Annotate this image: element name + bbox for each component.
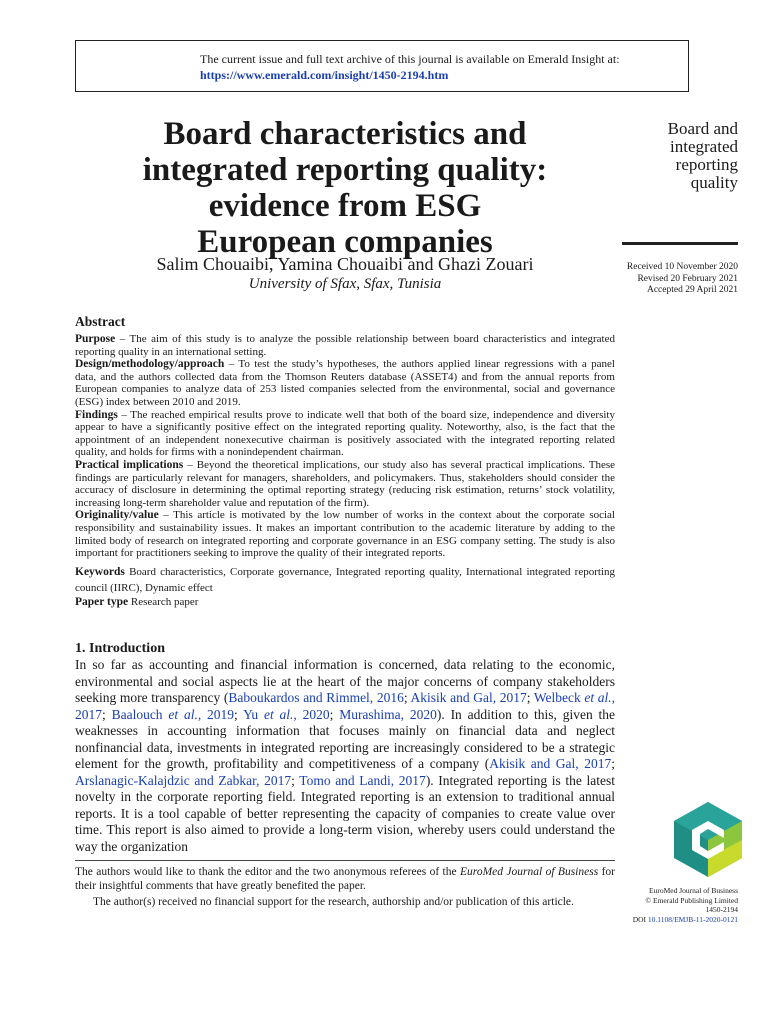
doi-link[interactable]: 10.1108/EMJB-11-2020-0121 — [647, 914, 738, 924]
citation-link[interactable]: Murashima, 2020 — [339, 706, 437, 722]
footnote-section — [75, 865, 615, 909]
keywords — [75, 564, 615, 596]
title-line: integrated reporting quality: — [142, 152, 548, 188]
funding-note: The author(s) received no financial support for the research, authorship and/or publication of this article. — [93, 896, 574, 908]
findings-text: – The reached empirical results prove to indicate well that both of the board size, independence and diversity appear to have a significantly positive effect on the integrated reporting quality. Noteworthy, also, is the fact that the appointment of an independent nonexecutive chairman is positively associated with the integrated reporting related quality, and holds for firms with a nonindependent chairman. — [75, 408, 615, 459]
design-text: – To test the study’s hypotheses, the authors applied linear regressions with a panel data, and the authors collected data from the Thomson Reuters database (ASSET4) and from the annual reports from European companies to analyze data of 253 listed companies selected from the environmental, social and governance (ESG) index between 2010 and 2019. — [75, 358, 615, 408]
citation-author: Baalouch — [111, 706, 169, 722]
body-text: ). Integrated reporting is the latest novelty in the corporate reporting field. Integrated reporting is an extension to traditional annual reports. It is a tool capable of better representing the capacity of companies to create value over time. This report is also aimed to provide a long-term vision, whereby users could understand the way the organization — [75, 772, 615, 854]
running-title — [598, 120, 738, 192]
citation-etal: et al. — [168, 706, 198, 722]
citation-etal: et al. — [584, 690, 612, 705]
citation-link[interactable] — [243, 707, 329, 722]
accepted-date: Accepted 29 April 2021 — [646, 285, 738, 295]
introduction-paragraph: In so far as accounting and financial information is concerned, data relating to the economic, environmental and social aspects lie at the heart of the major concerns of company stakeholders seeking more transparency (Baboukardos and Rimmel, 2016; Akisik and Gal, 2017; Welbeck et al., 2017; Baalouch et al., 2019; Yu et al., 2020; Murashima, 2020). In addition to this, given the weaknesses in accounting information that focuses mainly on financial data and neglect nonfinancial data, investments in integrated reporting are increasingly considered to be a strategic element for the growth, profitability and competitiveness of a company (Akisik and Gal, 2017; Arslanagic-Kalajdzic and Zabkar, 2017; Tomo and Landi, 2017). Integrated reporting is the latest novelty in the corporate reporting field. Integrated reporting is an extension to traditional annual reports. It is a tool capable of better representing the capacity of companies to create value over time. This report is also aimed to provide a long-term vision, whereby users could understand the way the organization — [75, 657, 616, 854]
citation-link[interactable]: Tomo and Landi, 2017 — [299, 772, 426, 788]
abstract-practical — [75, 459, 615, 509]
citation-link[interactable]: Arslanagic-Kalajdzic and Zabkar, 2017 — [75, 772, 292, 788]
journal-copyright: © Emerald Publishing Limited — [645, 895, 738, 905]
acknowledgement-note — [75, 865, 615, 893]
citation-author: Welbeck — [533, 690, 585, 705]
running-title-line: Board and — [667, 119, 738, 138]
journal-notice-box — [75, 40, 689, 92]
journal-doi — [588, 915, 738, 925]
journal-name: EuroMed Journal of Business — [649, 886, 738, 895]
journal-name-italic: EuroMed Journal of Business — [460, 866, 599, 878]
paper-type-text: Research paper — [128, 595, 199, 608]
revised-date: Revised 20 February 2021 — [637, 273, 738, 284]
title-line: European companies — [197, 224, 493, 260]
citation-year: , 2017 — [75, 690, 615, 722]
purpose-label: Purpose — [75, 333, 116, 345]
running-title-line: reporting — [675, 155, 738, 174]
note-text: for their insightful comments that have greatly benefited the paper. — [75, 866, 615, 892]
originality-label: Originality/value — [75, 509, 159, 522]
abstract-section — [75, 314, 615, 608]
citation-link[interactable]: Baboukardos and Rimmel, 2016 — [228, 690, 404, 705]
findings-label: Findings — [75, 408, 118, 421]
citation-year: , 2020 — [293, 706, 330, 722]
citation-link[interactable]: Akisik and Gal, 2017 — [489, 756, 612, 771]
purpose-text: – The aim of this study is to analyze the possible relationship between board characteristics and integrated reporting quality in an international setting. — [75, 333, 615, 358]
abstract-originality — [75, 509, 615, 559]
note-text: The authors would like to thank the editor and the two anonymous referees of the — [75, 866, 460, 878]
title-line: Board characteristics and — [163, 116, 527, 152]
keywords-label: Keywords — [75, 565, 125, 578]
author-list: Salim Chouaibi, Yamina Chouaibi and Ghazi Zouari — [156, 254, 534, 274]
running-title-line: quality — [690, 173, 738, 192]
doi-label: DOI — [632, 914, 648, 924]
introduction-heading: 1. Introduction — [75, 641, 165, 656]
title-line: evidence from ESG — [208, 188, 482, 224]
running-title-line: integrated — [670, 137, 738, 156]
body-text: In so far as accounting and financial information is concerned, data relating to the economic, environmental and social aspects lie at the heart of the major concerns of company stakeholders seeking more transparency ( — [75, 657, 615, 705]
paper-type-label: Paper type — [75, 595, 129, 608]
journal-issn: 1450-2194 — [705, 905, 738, 914]
abstract-purpose — [75, 333, 615, 358]
received-date: Received 10 November 2020 — [626, 262, 738, 272]
article-title — [75, 116, 615, 260]
emerald-logo-icon — [672, 800, 744, 878]
body-text: ). In addition to this, given the weaknesses in accounting information that focuses mainly on financial data and neglect nonfinancial data, investments in integrated reporting are increasingly considered to be a strategic element for the growth, profitability and competitiveness of a company ( — [75, 706, 616, 771]
abstract-findings — [75, 409, 615, 459]
abstract-design — [75, 358, 615, 408]
citation-etal: et al. — [263, 706, 294, 722]
article-history — [588, 262, 738, 297]
author-affiliation: University of Sfax, Sfax, Tunisia — [248, 276, 442, 292]
paper-type — [75, 596, 615, 609]
notice-text: The current issue and full text archive of this journal is available on Emerald Insight at: — [200, 52, 620, 66]
margin-divider — [622, 242, 738, 245]
citation-author: Yu — [243, 706, 264, 722]
design-label: Design/methodology/approach — [75, 358, 225, 371]
practical-text: – Beyond the theoretical implications, our study also has several practical implications. These findings are particularly relevant for managers, shareholders, and policymakers. Thus, stakeholders should consider the accuracy of disclosure in determining the optimal reporting strategy (reducing risk estimation, returns’ stock volatility, increasing long-term shareholder value and reputation of the firm). — [75, 458, 616, 509]
citation-year: , 2019 — [197, 706, 235, 722]
journal-info — [588, 886, 738, 924]
practical-label: Practical implications — [75, 458, 184, 471]
abstract-heading: Abstract — [75, 314, 126, 329]
footnote-divider — [75, 860, 615, 861]
journal-url-link[interactable]: https://www.emerald.com/insight/1450-2194.htm — [200, 68, 449, 82]
introduction-section — [75, 640, 615, 855]
citation-link[interactable]: Akisik and Gal, 2017 — [410, 690, 527, 705]
keywords-text: Board characteristics, Corporate governance, Integrated reporting quality, International integrated reporting council (IIRC), Dynamic effect — [75, 565, 615, 594]
citation-link[interactable] — [112, 707, 234, 722]
originality-text: – This article is motivated by the low number of works in the context about the corporate social responsibility and sustainability issues. It makes an important contribution to the academic literature by adding to the limited body of research on integrated reporting and corporate governance in an ESG company setting. The study is also important for practitioners seeking to improve the quality of their integrated reports. — [75, 509, 615, 560]
